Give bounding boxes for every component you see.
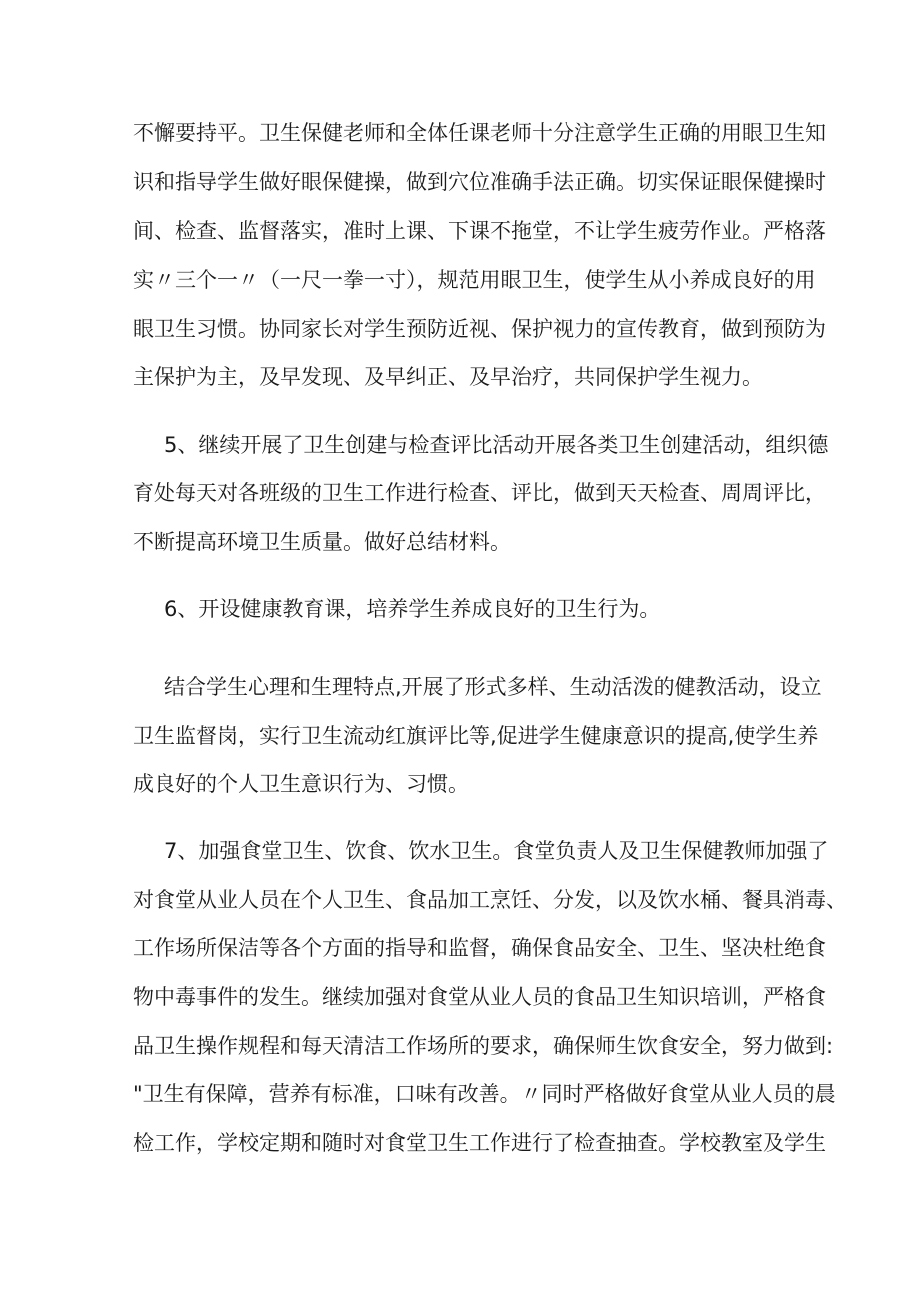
paragraph-5-line-1: 7、加强食堂卫生、饮食、饮水卫生。食堂负责人及卫生保健教师加强了 <box>164 839 829 863</box>
paragraph-2-line-1: 5、继续开展了卫生创建与检查评比活动开展各类卫生创建活动，组织德 <box>164 433 829 457</box>
paragraph-1-line-4: 实〃三个一〃（一尺一拳一寸），规范用眼卫生，使学生从小养成良好的用 <box>133 268 816 292</box>
paragraph-2-line-3: 不断提高环境卫生质量。做好总结材料。 <box>133 530 511 554</box>
paragraph-1-line-3: 间、检查、监督落实，准时上课、下课不拖堂，不让学生疲劳作业。严格落 <box>133 219 826 243</box>
paragraph-5-line-4: 物中毒事件的发生。继续加强对食堂从业人员的食品卫生知识培训，严格食 <box>133 985 826 1009</box>
paragraph-1-line-2: 识和指导学生做好眼保健操，做到穴位准确手法正确。切实保证眼保健操时 <box>133 170 826 194</box>
paragraph-3-line-1: 6、开设健康教育课，培养学生养成良好的卫生行为。 <box>164 597 661 621</box>
paragraph-1-line-6: 主保护为主，及早发现、及早纠正、及早治疗，共同保护学生视力。 <box>133 365 763 389</box>
paragraph-4-line-2: 卫生监督岗，实行卫生流动红旗评比等,促进学生健康意识的提高,使学生养 <box>133 724 819 748</box>
paragraph-4-line-3: 成良好的个人卫生意识行为、习惯。 <box>133 772 469 796</box>
paragraph-1-line-1: 不懈要持平。卫生保健老师和全体任课老师十分注意学生正确的用眼卫生知 <box>133 121 826 145</box>
paragraph-5-line-7: 检工作，学校定期和随时对食堂卫生工作进行了检查抽查。学校教室及学生 <box>133 1131 826 1155</box>
paragraph-5-line-6: "卫生有保障，营养有标准，口味有改善。〃同时严格做好食堂从业人员的晨 <box>133 1082 836 1106</box>
paragraph-4-line-1: 结合学生心理和生理特点,开展了形式多样、生动活泼的健教活动，设立 <box>164 675 822 699</box>
paragraph-5-line-2: 对食堂从业人员在个人卫生、食品加工烹饪、分发，以及饮水桶、餐具消毒、 <box>133 888 847 912</box>
paragraph-5-line-5: 品卫生操作规程和每天清洁工作场所的要求，确保师生饮食安全，努力做到: <box>133 1034 834 1058</box>
paragraph-1-line-5: 眼卫生习惯。协同家长对学生预防近视、保护视力的宣传教育，做到预防为 <box>133 317 826 341</box>
paragraph-2-line-2: 育处每天对各班级的卫生工作进行检查、评比，做到天天检查、周周评比， <box>133 481 826 505</box>
paragraph-5-line-3: 工作场所保洁等各个方面的指导和监督，确保食品安全、卫生、坚决杜绝食 <box>133 936 826 960</box>
